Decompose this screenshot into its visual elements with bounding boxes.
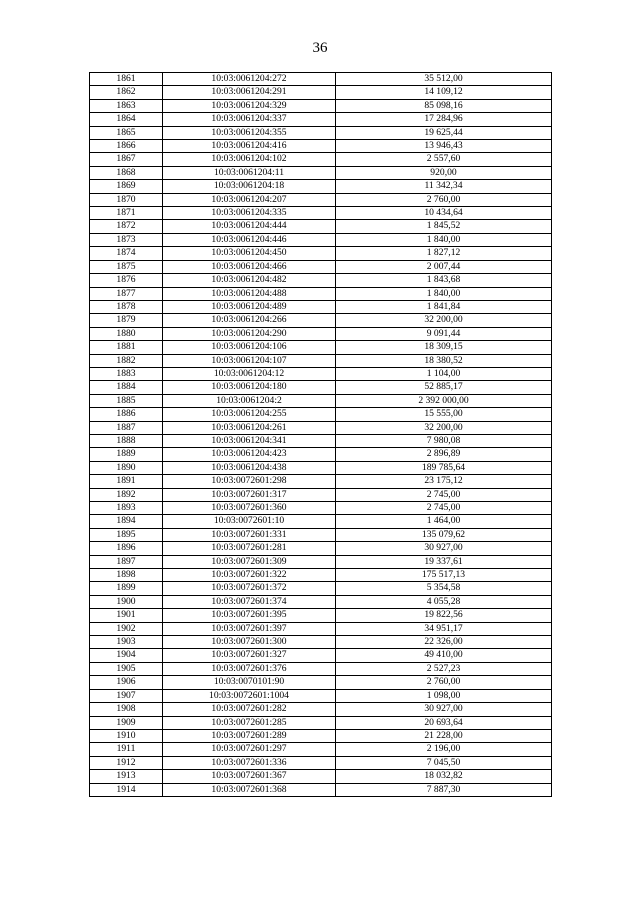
value-cell: 15 555,00	[336, 408, 552, 421]
row-number-cell: 1861	[90, 73, 163, 86]
value-cell: 7 887,30	[336, 783, 552, 796]
table-row	[90, 729, 552, 742]
cadastral-number-cell: 10:03:0061204:488	[163, 287, 336, 300]
page-number: 36	[312, 40, 328, 56]
cadastral-number-cell: 10:03:0061204:489	[163, 300, 336, 313]
table-row	[90, 381, 552, 394]
table-row	[90, 662, 552, 675]
cadastral-number-cell: 10:03:0072601:367	[163, 770, 336, 783]
value-cell: 4 055,28	[336, 595, 552, 608]
table-row	[90, 260, 552, 273]
row-number-cell: 1900	[90, 595, 163, 608]
registry-table-body	[90, 73, 552, 797]
cadastral-number-cell: 10:03:0061204:180	[163, 381, 336, 394]
value-cell: 10 434,64	[336, 207, 552, 220]
value-cell: 920,00	[336, 166, 552, 179]
row-number-cell: 1893	[90, 502, 163, 515]
cadastral-number-cell: 10:03:0061204:444	[163, 220, 336, 233]
cadastral-number-cell: 10:03:0072601:327	[163, 649, 336, 662]
table-row	[90, 180, 552, 193]
value-cell: 1 104,00	[336, 367, 552, 380]
row-number-cell: 1906	[90, 676, 163, 689]
row-number-cell: 1907	[90, 689, 163, 702]
table-row	[90, 220, 552, 233]
value-cell: 11 342,34	[336, 180, 552, 193]
table-row	[90, 408, 552, 421]
cadastral-number-cell: 10:03:0072601:376	[163, 662, 336, 675]
value-cell: 5 354,58	[336, 582, 552, 595]
row-number-cell: 1863	[90, 99, 163, 112]
value-cell: 1 841,84	[336, 300, 552, 313]
row-number-cell: 1911	[90, 743, 163, 756]
cadastral-number-cell: 10:03:0072601:298	[163, 475, 336, 488]
table-row	[90, 314, 552, 327]
row-number-cell: 1914	[90, 783, 163, 796]
table-row	[90, 126, 552, 139]
value-cell: 19 822,56	[336, 609, 552, 622]
value-cell: 7 045,50	[336, 756, 552, 769]
row-number-cell: 1898	[90, 569, 163, 582]
cadastral-number-cell: 10:03:0072601:281	[163, 542, 336, 555]
cadastral-number-cell: 10:03:0072601:322	[163, 569, 336, 582]
cadastral-number-cell: 10:03:0061204:107	[163, 354, 336, 367]
cadastral-number-cell: 10:03:0072601:282	[163, 703, 336, 716]
cadastral-number-cell: 10:03:0072601:317	[163, 488, 336, 501]
row-number-cell: 1905	[90, 662, 163, 675]
cadastral-number-cell: 10:03:0072601:368	[163, 783, 336, 796]
row-number-cell: 1874	[90, 247, 163, 260]
cadastral-number-cell: 10:03:0072601:1004	[163, 689, 336, 702]
row-number-cell: 1862	[90, 86, 163, 99]
cadastral-number-cell: 10:03:0061204:18	[163, 180, 336, 193]
row-number-cell: 1885	[90, 394, 163, 407]
table-row	[90, 582, 552, 595]
row-number-cell: 1878	[90, 300, 163, 313]
table-row	[90, 622, 552, 635]
cadastral-number-cell: 10:03:0072601:372	[163, 582, 336, 595]
table-row	[90, 193, 552, 206]
value-cell: 52 885,17	[336, 381, 552, 394]
cadastral-number-cell: 10:03:0061204:329	[163, 99, 336, 112]
row-number-cell: 1894	[90, 515, 163, 528]
row-number-cell: 1864	[90, 113, 163, 126]
cadastral-number-cell: 10:03:0072601:360	[163, 502, 336, 515]
row-number-cell: 1897	[90, 555, 163, 568]
cadastral-number-cell: 10:03:0061204:272	[163, 73, 336, 86]
value-cell: 18 032,82	[336, 770, 552, 783]
row-number-cell: 1890	[90, 461, 163, 474]
table-row	[90, 703, 552, 716]
cadastral-number-cell: 10:03:0072601:10	[163, 515, 336, 528]
row-number-cell: 1868	[90, 166, 163, 179]
table-row	[90, 287, 552, 300]
row-number-cell: 1883	[90, 367, 163, 380]
value-cell: 34 951,17	[336, 622, 552, 635]
value-cell: 1 840,00	[336, 233, 552, 246]
value-cell: 1 464,00	[336, 515, 552, 528]
row-number-cell: 1879	[90, 314, 163, 327]
table-row	[90, 488, 552, 501]
cadastral-number-cell: 10:03:0061204:446	[163, 233, 336, 246]
row-number-cell: 1887	[90, 421, 163, 434]
cadastral-number-cell: 10:03:0061204:106	[163, 341, 336, 354]
value-cell: 9 091,44	[336, 327, 552, 340]
value-cell: 2 557,60	[336, 153, 552, 166]
cadastral-number-cell: 10:03:0061204:261	[163, 421, 336, 434]
row-number-cell: 1875	[90, 260, 163, 273]
table-row	[90, 770, 552, 783]
table-row	[90, 99, 552, 112]
cadastral-number-cell: 10:03:0070101:90	[163, 676, 336, 689]
value-cell: 49 410,00	[336, 649, 552, 662]
value-cell: 1 827,12	[336, 247, 552, 260]
row-number-cell: 1896	[90, 542, 163, 555]
row-number-cell: 1913	[90, 770, 163, 783]
row-number-cell: 1870	[90, 193, 163, 206]
table-row	[90, 113, 552, 126]
cadastral-number-cell: 10:03:0061204:11	[163, 166, 336, 179]
value-cell: 2 007,44	[336, 260, 552, 273]
table-row	[90, 609, 552, 622]
cadastral-number-cell: 10:03:0061204:102	[163, 153, 336, 166]
table-row	[90, 247, 552, 260]
table-row	[90, 475, 552, 488]
table-row	[90, 207, 552, 220]
cadastral-number-cell: 10:03:0061204:266	[163, 314, 336, 327]
value-cell: 2 527,23	[336, 662, 552, 675]
table-row	[90, 636, 552, 649]
cadastral-number-cell: 10:03:0072601:336	[163, 756, 336, 769]
cadastral-number-cell: 10:03:0061204:12	[163, 367, 336, 380]
cadastral-number-cell: 10:03:0072601:395	[163, 609, 336, 622]
table-row	[90, 274, 552, 287]
cadastral-number-cell: 10:03:0061204:337	[163, 113, 336, 126]
row-number-cell: 1865	[90, 126, 163, 139]
value-cell: 30 927,00	[336, 703, 552, 716]
table-row	[90, 153, 552, 166]
value-cell: 23 175,12	[336, 475, 552, 488]
cadastral-number-cell: 10:03:0072601:309	[163, 555, 336, 568]
value-cell: 1 843,68	[336, 274, 552, 287]
value-cell: 22 326,00	[336, 636, 552, 649]
cadastral-number-cell: 10:03:0061204:291	[163, 86, 336, 99]
cadastral-number-cell: 10:03:0061204:255	[163, 408, 336, 421]
value-cell: 2 760,00	[336, 193, 552, 206]
table-row	[90, 461, 552, 474]
row-number-cell: 1912	[90, 756, 163, 769]
value-cell: 20 693,64	[336, 716, 552, 729]
cadastral-number-cell: 10:03:0072601:297	[163, 743, 336, 756]
value-cell: 35 512,00	[336, 73, 552, 86]
value-cell: 2 745,00	[336, 502, 552, 515]
table-row	[90, 542, 552, 555]
value-cell: 1 845,52	[336, 220, 552, 233]
table-row	[90, 367, 552, 380]
table-row	[90, 394, 552, 407]
cadastral-number-cell: 10:03:0061204:423	[163, 448, 336, 461]
table-row	[90, 783, 552, 796]
row-number-cell: 1891	[90, 475, 163, 488]
row-number-cell: 1909	[90, 716, 163, 729]
cadastral-number-cell: 10:03:0061204:450	[163, 247, 336, 260]
cadastral-number-cell: 10:03:0061204:341	[163, 434, 336, 447]
registry-table	[89, 72, 552, 797]
cadastral-number-cell: 10:03:0072601:289	[163, 729, 336, 742]
row-number-cell: 1895	[90, 528, 163, 541]
table-row	[90, 166, 552, 179]
row-number-cell: 1881	[90, 341, 163, 354]
cadastral-number-cell: 10:03:0061204:416	[163, 140, 336, 153]
row-number-cell: 1876	[90, 274, 163, 287]
cadastral-number-cell: 10:03:0061204:335	[163, 207, 336, 220]
cadastral-number-cell: 10:03:0061204:2	[163, 394, 336, 407]
value-cell: 189 785,64	[336, 461, 552, 474]
row-number-cell: 1880	[90, 327, 163, 340]
cadastral-number-cell: 10:03:0072601:374	[163, 595, 336, 608]
value-cell: 32 200,00	[336, 314, 552, 327]
value-cell: 1 840,00	[336, 287, 552, 300]
value-cell: 2 745,00	[336, 488, 552, 501]
cadastral-number-cell: 10:03:0072601:397	[163, 622, 336, 635]
table-row	[90, 140, 552, 153]
row-number-cell: 1892	[90, 488, 163, 501]
table-row	[90, 595, 552, 608]
table-row	[90, 86, 552, 99]
value-cell: 2 196,00	[336, 743, 552, 756]
value-cell: 7 980,08	[336, 434, 552, 447]
value-cell: 2 896,89	[336, 448, 552, 461]
cadastral-number-cell: 10:03:0061204:438	[163, 461, 336, 474]
table-row	[90, 354, 552, 367]
row-number-cell: 1886	[90, 408, 163, 421]
value-cell: 18 309,15	[336, 341, 552, 354]
table-row	[90, 689, 552, 702]
cadastral-number-cell: 10:03:0061204:482	[163, 274, 336, 287]
row-number-cell: 1872	[90, 220, 163, 233]
value-cell: 85 098,16	[336, 99, 552, 112]
table-row	[90, 569, 552, 582]
cadastral-number-cell: 10:03:0061204:466	[163, 260, 336, 273]
row-number-cell: 1869	[90, 180, 163, 193]
value-cell: 2 760,00	[336, 676, 552, 689]
table-row	[90, 502, 552, 515]
value-cell: 2 392 000,00	[336, 394, 552, 407]
cadastral-number-cell: 10:03:0061204:290	[163, 327, 336, 340]
row-number-cell: 1888	[90, 434, 163, 447]
row-number-cell: 1889	[90, 448, 163, 461]
row-number-cell: 1866	[90, 140, 163, 153]
value-cell: 30 927,00	[336, 542, 552, 555]
cadastral-number-cell: 10:03:0072601:285	[163, 716, 336, 729]
value-cell: 135 079,62	[336, 528, 552, 541]
row-number-cell: 1871	[90, 207, 163, 220]
table-row	[90, 756, 552, 769]
table-row	[90, 434, 552, 447]
row-number-cell: 1910	[90, 729, 163, 742]
value-cell: 19 337,61	[336, 555, 552, 568]
row-number-cell: 1901	[90, 609, 163, 622]
row-number-cell: 1908	[90, 703, 163, 716]
cadastral-number-cell: 10:03:0072601:300	[163, 636, 336, 649]
row-number-cell: 1903	[90, 636, 163, 649]
row-number-cell: 1873	[90, 233, 163, 246]
cadastral-number-cell: 10:03:0061204:207	[163, 193, 336, 206]
row-number-cell: 1867	[90, 153, 163, 166]
value-cell: 21 228,00	[336, 729, 552, 742]
table-row	[90, 327, 552, 340]
value-cell: 14 109,12	[336, 86, 552, 99]
table-row	[90, 421, 552, 434]
table-row	[90, 716, 552, 729]
table-row	[90, 528, 552, 541]
table-row	[90, 341, 552, 354]
table-row	[90, 676, 552, 689]
value-cell: 175 517,13	[336, 569, 552, 582]
value-cell: 18 380,52	[336, 354, 552, 367]
row-number-cell: 1904	[90, 649, 163, 662]
value-cell: 1 098,00	[336, 689, 552, 702]
table-row	[90, 515, 552, 528]
value-cell: 17 284,96	[336, 113, 552, 126]
table-row	[90, 555, 552, 568]
row-number-cell: 1877	[90, 287, 163, 300]
cadastral-number-cell: 10:03:0061204:355	[163, 126, 336, 139]
table-row	[90, 743, 552, 756]
row-number-cell: 1884	[90, 381, 163, 394]
row-number-cell: 1902	[90, 622, 163, 635]
table-row	[90, 300, 552, 313]
table-row	[90, 649, 552, 662]
row-number-cell: 1899	[90, 582, 163, 595]
table-row	[90, 73, 552, 86]
table-row	[90, 448, 552, 461]
row-number-cell: 1882	[90, 354, 163, 367]
cadastral-number-cell: 10:03:0072601:331	[163, 528, 336, 541]
value-cell: 32 200,00	[336, 421, 552, 434]
value-cell: 13 946,43	[336, 140, 552, 153]
table-row	[90, 233, 552, 246]
value-cell: 19 625,44	[336, 126, 552, 139]
